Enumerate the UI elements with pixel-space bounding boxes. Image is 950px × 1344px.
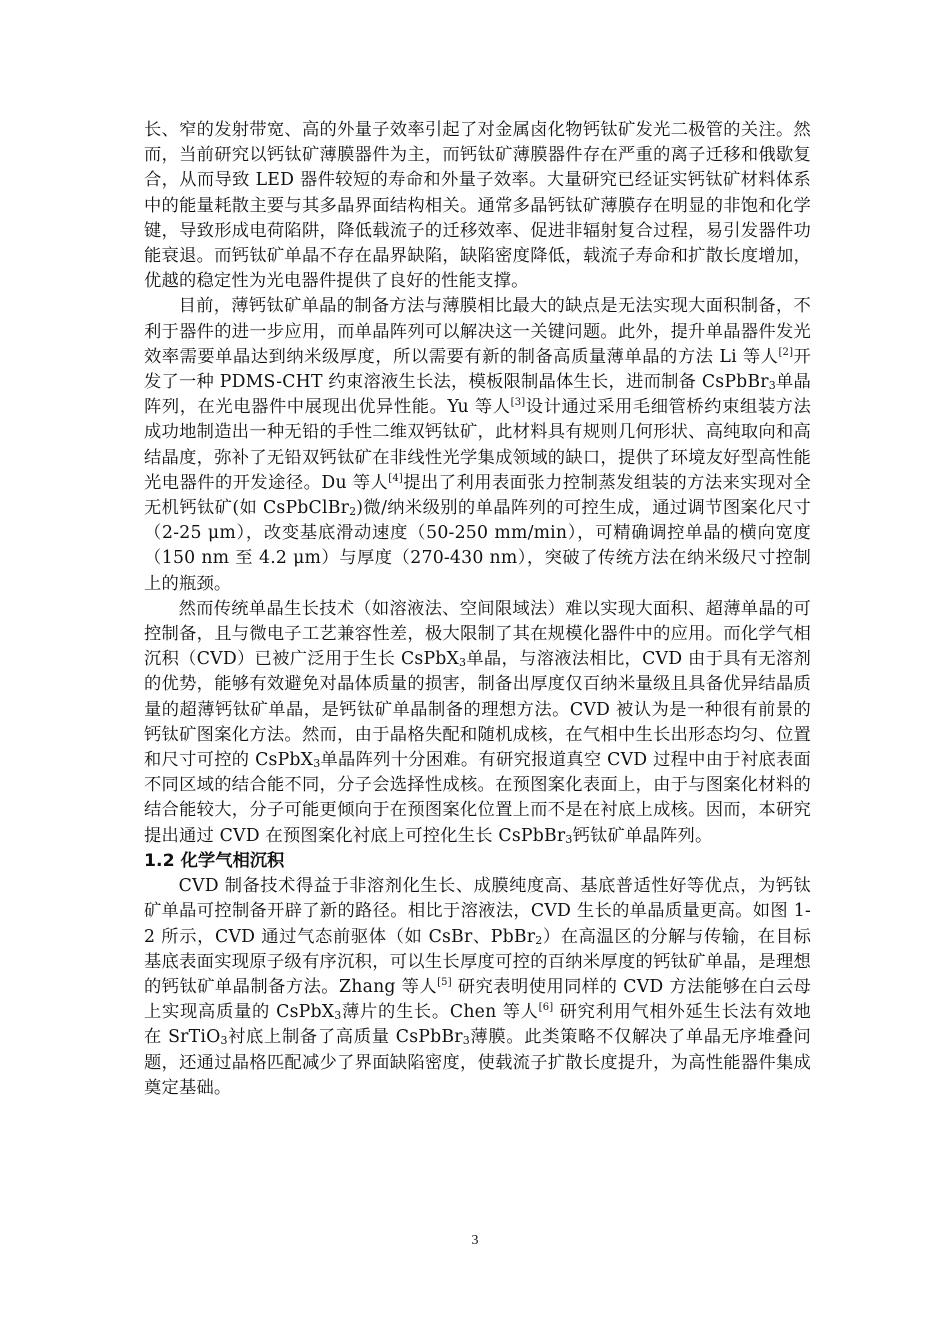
chemical-subscript: 3 [220,1034,228,1048]
paragraph-intro-continued [144,118,811,294]
text-run: 单晶阵列，在光电器件中展现出优异性能。Yu 等人 [144,372,811,418]
text-run: 目前，薄钙钛矿单晶的制备方法与薄膜相比最大的缺点是无法实现大面积制备，不利于器件的进一步应用，而单晶阵列可以解决这一关键问题。此外，提升单晶器件发光效率需要单晶达到纳米级厚度，所以需要有新的制备高质量薄单晶的方法 Li 等人 [144,296,811,367]
paragraph-thin-single-crystal-arrays [144,294,811,596]
citation-ref: [5] [437,977,452,989]
paragraph-cvd-technique [144,874,811,1101]
citation-ref: [2] [778,347,794,359]
text-run: 长、窄的发射带宽、高的外量子效率引起了对金属卤化物钙钛矿发光二极管的关注。然而，当前研究以钙钛矿薄膜器件为主，而钙钛矿薄膜器件存在严重的离子迁移和俄歇复合，从而导致 LED 器件较短的寿命和外量子效率。大量研究已经证实钙钛矿材料体系中的能量耗散主要与其多晶界面结构相关。通常多晶钙钛矿薄膜存在明显的非饱和化学键，导致形成电荷陷阱，降低载流子的迁移效率、促进非辐射复合过程，易引发器件功能衰退。而钙钛矿单晶不存在晶界缺陷，缺陷密度降低，载流子寿命和扩散长度增加，优越的稳定性为光电器件提供了良好的性能支撑。 [144,120,811,292]
citation-ref: [3] [510,397,526,409]
text-run: 开发了一种 PDMS-CHT 约束溶液生长法，模板限制晶体生长，进而制备 CsPbBr [144,346,811,393]
citation-ref: [4] [388,473,403,485]
chemical-subscript: 3 [334,1009,342,1023]
text-run: 钙钛矿单晶阵列。 [572,825,713,846]
page-number: 3 [471,1233,479,1248]
text-run: 设计通过采用毛细管桥约束组装方法成功地制造出一种无铅的手性二维双钙钛矿，此材料具有规则几何形状、高纯取向和高结晶度，弥补了无铅双钙钛矿在非线性光学集成领域的缺口，提供了环境友好型高性能光电器件的开发途径。Du 等人 [144,397,811,493]
chemical-subscript: 2 [535,933,543,947]
text-run: 薄片的生长。Chen 等人 [341,1002,539,1023]
text-run: 衬底上制备了高质量 CsPbBr [227,1027,463,1048]
text-run: 单晶阵列十分困难。有研究报道真空 CVD 过程中由于衬底表面不同区域的结合能不同，分子会选择性成核。在预图案化表面上，由于与图案化材料的结合能较大，分子可能更倾向于在预图案化位置上而不是在衬底上成核。因而，本研究提出通过 CVD 在预图案化衬底上可控化生长 CsPbBr [144,750,812,846]
text-run: 研究表明使用同样的 CVD 方法能够在白云母上实现高质量的 CsPbX [144,976,811,1023]
text-run: 单晶，与溶液法相比，CVD 由于具有无溶剂的优势，能够有效避免对晶体质量的损害，制备出厚度仅百纳米量级且具备优异结晶质量的超薄钙钛矿单晶，是钙钛矿单晶制备的理想方法。CVD 被认为是一种很有前景的钙钛矿图案化方法。然而，由于晶格失配和随机成核，在气相中生长出形态均匀、位置和尺寸可控的 CsPbX [144,649,811,771]
section-heading: 1.2 化学气相沉积 [144,850,285,871]
chemical-subscript: 3 [565,832,573,846]
text-run: ）在高温区的分解与传输，在目标基底表面实现原子级有序沉积，可以生长厚度可控的百纳米厚度的钙钛矿单晶，是理想的钙钛矿单晶制备方法。Zhang 等人 [144,926,811,997]
chemical-subscript: 2 [349,505,357,519]
text-run: 薄膜。此类策略不仅解决了单晶无序堆叠问题，还通过晶格匹配减少了界面缺陷密度，使载流子扩散长度提升，为高性能器件集成奠定基础。 [144,1027,812,1098]
text-run: 然而传统单晶生长技术（如溶液法、空间限域法）难以实现大面积、超薄单晶的可控制备，且与微电子工艺兼容性差，极大限制了其在规模化器件中的应用。而化学气相沉积（CVD）已被广泛用于生长 CsPbX [144,598,811,670]
text-run: CVD 制备技术得益于非溶剂化生长、成膜纯度高、基底普适性好等优点，为钙钛矿单晶可控制备开辟了新的路径。相比于溶液法，CVD 生长的单晶质量更高。如图 1-2 所示，CVD 通过气态前驱体（如 CsBr、PbBr [144,876,811,947]
text-run: )微/纳米级别的单晶阵列的可控生成，通过调节图案化尺寸（2-25 μm），改变基底滑动速度（50-250 mm/min），可精确调控单晶的横向宽度（150 nm 至 4.2 μm）与厚度（270-430 nm），突破了传统方法在纳米级尺寸控制上的瓶颈。 [144,498,811,594]
chemical-subscript: 3 [462,1034,470,1048]
page-body [144,118,811,1101]
chemical-subscript: 3 [768,379,776,393]
text-run: 研究利用气相外延生长法有效地在 SrTiO [144,1002,811,1048]
text-run: 提出了利用表面张力控制蒸发组装的方法来实现对全无机钙钛矿(如 CsPbClBr [144,472,811,519]
paragraph-cvd-motivation [144,597,811,849]
chemical-subscript: 3 [313,757,321,771]
citation-ref: [6] [538,1002,554,1014]
chemical-subscript: 3 [459,656,467,670]
